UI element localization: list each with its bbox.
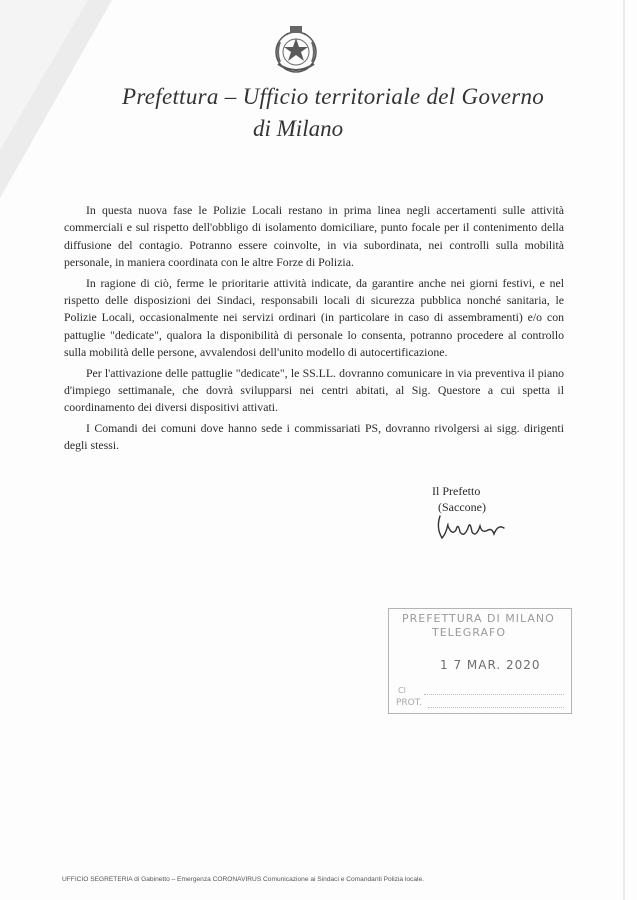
letterhead-line-1: Prefettura – Ufficio territoriale del Governo	[122, 84, 545, 109]
signature-title: Il Prefetto	[432, 484, 481, 498]
stamp-prot-label: PROT.	[396, 698, 423, 708]
stamp-cl-rule	[424, 694, 564, 695]
stamp-prot-rule	[428, 707, 564, 708]
signature-block	[432, 483, 542, 515]
state-emblem-icon	[268, 22, 324, 78]
letter-body	[64, 202, 564, 458]
stamp-cl-label: Cl	[398, 686, 406, 695]
paragraph-4: I Comandi dei comuni dove hanno sede i commissariati PS, dovranno rivolgersi ai sigg. dirigenti degli stessi.	[64, 420, 564, 453]
paragraph-1: In questa nuova fase le Polizie Locali restano in prima linea negli accertamenti sulle attività commerciali e sul rispetto dell'obbligo di isolamento domiciliare, punto focale per il contenimento della diffusione del contagio. Potranno essere coinvolte, in via subordinata, nei controlli sulla mobilità personale, in maniera coordinata con le altre Forze di Polizia.	[64, 203, 564, 270]
handwritten-signature	[434, 512, 514, 542]
stamp-date: 1 7 MAR. 2020	[440, 658, 541, 672]
paragraph-3: Per l'attivazione delle pattuglie "dedicate", le SS.LL. dovranno comunicare in via preventiva il piano d'impiego settimanale, che dovrà svilupparsi nei centri abitati, al Sig. Questore a cui spetta il coordinamento dei diversi dispositivi attivati.	[64, 365, 564, 415]
signature-name: (Saccone)	[438, 500, 486, 514]
protocol-stamp	[388, 608, 574, 716]
letterhead-line-2: di Milano	[253, 116, 344, 141]
stamp-department: TELEGRAFO	[432, 626, 506, 639]
paragraph-2: In ragione di ciò, ferme le prioritarie attività indicate, da garantire anche nei giorni festivi, e nel rispetto delle disposizioni dei Sindaci, responsabili locali di sicurezza pubblica nonché sanitaria, le Polizie Locali, occasionalmente nei servizi ordinari (in particolare in caso di assembramenti) e/o con pattuglie "dedicate", qualora la disponibilità di personale lo consenta, potranno procedere al controllo sulla mobilità delle persone, avvalendosi dell'unito modello di autocertificazione.	[64, 275, 564, 360]
stamp-office: PREFETTURA DI MILANO	[402, 612, 555, 625]
footer-reference: UFFICIO SEGRETERIA di Gabinetto – Emergenza CORONAVIRUS Comunicazione ai Sindaci e Comandanti Polizia locale.	[62, 876, 424, 883]
